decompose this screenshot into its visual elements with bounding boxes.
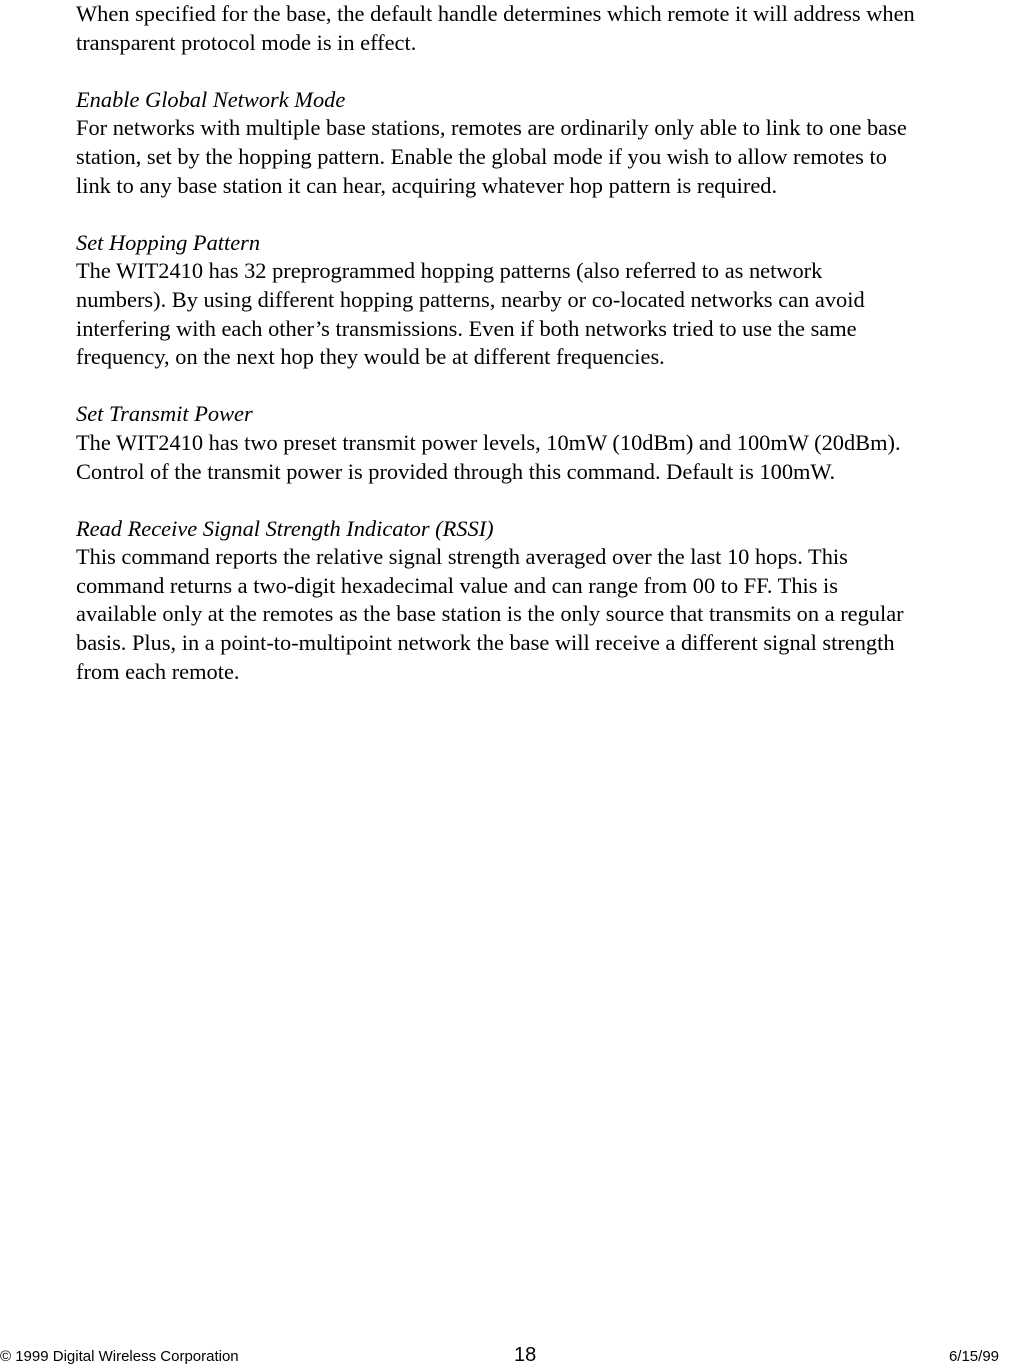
body-line: frequency, on the next hop they would be at different frequencies. [76,344,665,370]
section-heading: Read Receive Signal Strength Indicator (RSSI) [76,515,494,541]
body-line: The WIT2410 has 32 preprogrammed hopping patterns (also referred to as network [76,258,823,284]
body-line: When specified for the base, the default handle determines which remote it will address when [76,1,915,26]
footer-date: 6/15/99 [948,1348,999,1365]
body-line: from each remote. [76,658,240,684]
section-global-network-mode [76,86,1011,200]
section-heading: Set Hopping Pattern [76,229,261,255]
body-line: command returns a two-digit hexadecimal value and can range from 00 to FF. This is [76,572,838,598]
intro-paragraph [76,0,1011,57]
section-transmit-power [76,400,1011,486]
footer-page-number: 18 [514,1344,537,1366]
section-hopping-pattern [76,229,1011,372]
page-footer [0,1346,1011,1366]
section-rssi [76,515,1011,687]
section-heading: Set Transmit Power [76,401,253,427]
body-line: available only at the remotes as the base station is the only source that transmits on a regular [76,601,904,627]
document-body [76,0,1011,686]
body-line: basis. Plus, in a point-to-multipoint network the base will receive a different signal strength [76,630,895,656]
body-line: The WIT2410 has two preset transmit power levels, 10mW (10dBm) and 100mW (20dBm). [76,429,901,455]
body-line: Control of the transmit power is provided through this command. Default is 100mW. [76,458,836,484]
body-line: transparent protocol mode is in effect. [76,29,417,55]
body-line: numbers). By using different hopping patterns, nearby or co-located networks can avoid [76,286,865,312]
body-line: station, set by the hopping pattern. Enable the global mode if you wish to allow remotes to [76,143,887,169]
body-line: This command reports the relative signal strength averaged over the last 10 hops. This [76,544,848,570]
footer-copyright: © 1999 Digital Wireless Corporation [0,1348,239,1365]
body-line: For networks with multiple base stations, remotes are ordinarily only able to link to one base [76,115,907,141]
body-line: interfering with each other’s transmissions. Even if both networks tried to use the same [76,315,857,341]
section-heading: Enable Global Network Mode [76,86,346,112]
body-line: link to any base station it can hear, acquiring whatever hop pattern is required. [76,172,778,198]
